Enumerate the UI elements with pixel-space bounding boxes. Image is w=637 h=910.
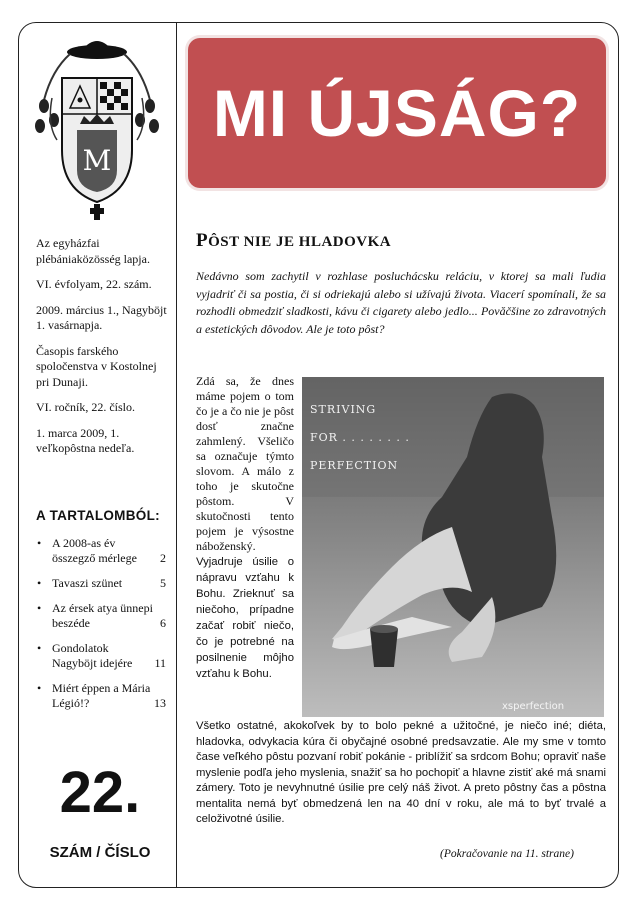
svg-text:M: M — [82, 144, 112, 177]
coat-of-arms-icon — [32, 30, 162, 220]
toc-item-page: 11 — [154, 656, 166, 670]
table-of-contents — [36, 536, 166, 721]
toc-item[interactable] — [36, 681, 166, 711]
bullet-icon: • — [37, 681, 42, 695]
headline-rest: ÔST NIE JE HLADOVKA — [208, 234, 392, 250]
toc-item-text: Gondolatok Nagyböjt idejére — [52, 641, 133, 670]
article-column — [196, 374, 294, 682]
column-text-sans: Vyjadruje úsilie o nápravu vzťahu k Bohu. Zrieknuť sa niečoho, prípadne začať robiť niečo, čo je potrebné na posilnenie môjho vzťahu k Bohu. — [196, 556, 294, 680]
toc-item-text: Az érsek atya ünnepi beszéde — [52, 601, 153, 630]
masthead — [188, 38, 606, 188]
toc-item-page: 2 — [160, 551, 166, 565]
continued-note[interactable]: (Pokračovanie na 11. strane) — [440, 848, 574, 860]
issue-info-line: VI. évfolyam, 22. szám. — [36, 277, 152, 291]
issue-number: 22. — [59, 760, 141, 825]
toc-item-text: Miért éppen a Mária Légió!? — [52, 681, 151, 710]
bullet-icon: • — [37, 641, 42, 655]
article-body: Všetko ostatné, akokoľvek by to bolo pekné a užitočné, je niečo iné; diéta, hladovka, odvykacia kúra či obyčajné osobné predsavzatie. Ale my sme v tomto čase veľkého pôstu pozvaní robiť pokánie - priblížiť sa srdcom Bohu; opraviť naše myslenie podľa jeho myslenia, snažiť sa ho pochopiť a hlavne zistiť aké má snami zámery. Toto je nevyhnutné úsilie pre celý náš život. A preto pôstny čas a pôstna mentalita nemá byť obmedzená len na 40 dní v roku, ale má to byť trvalé a celoživotné úsilie. — [196, 720, 606, 825]
toc-item[interactable] — [36, 641, 166, 671]
toc-item-page: 5 — [160, 576, 166, 590]
column-text-serif: Zdá sa, že dnes máme pojem o tom čo je a čo nie je pôst dosť značne zahmlený. Všeličo sa označuje týmto slovom. A málo z toho je skutočne pôstom. V skutočnosti tento pojem je výsostne náboženský. — [196, 374, 294, 553]
photo-caption-line: PERFECTION — [310, 459, 399, 472]
toc-item[interactable] — [36, 576, 166, 591]
toc-item-page: 6 — [160, 616, 166, 630]
issue-label: SZÁM / ČÍSLO — [49, 844, 151, 861]
issue-info — [36, 236, 168, 467]
issue-info-line: 1. marca 2009, 1. veľkopôstna nedeľa. — [36, 425, 135, 455]
article-headline — [196, 230, 391, 252]
bullet-icon: • — [37, 576, 42, 590]
toc-item[interactable] — [36, 601, 166, 631]
headline-initial: P — [196, 230, 209, 251]
toc-item[interactable] — [36, 536, 166, 566]
toc-item-text: Tavaszi szünet — [52, 576, 123, 590]
masthead-title: MI ÚJSÁG? — [212, 76, 582, 150]
photo-watermark: xsperfection — [502, 701, 565, 712]
toc-title: A TARTALOMBÓL: — [36, 508, 160, 523]
column-divider — [176, 23, 177, 887]
toc-item-page: 13 — [154, 696, 166, 710]
photo-caption-line: STRIVING — [310, 403, 377, 416]
issue-info-line: 2009. március 1., Nagyböjt 1. vasárnapja. — [36, 302, 167, 332]
bullet-icon: • — [37, 601, 42, 615]
article-photo — [302, 377, 604, 717]
article-lead: Nedávno som zachytil v rozhlase posluchácsku reláciu, v ktorej sa mali ľudia vyjadriť či sa postia, či si odriekajú alebo si užívajú života. Viacerí spomínali, že sa rozhodli obmedziť sladkosti, kávu či cigarety alebo jedlo... Povăčšine zo zdravotných a estetických dôvodov. Ale je toto pôst? — [196, 269, 606, 336]
issue-info-line: Az egyházfai plébániaközösség lapja. — [36, 236, 150, 266]
toc-item-text: A 2008-as év összegző mérlege — [52, 536, 137, 565]
photo-caption-line: FOR . . . . . . . . — [310, 431, 410, 444]
issue-info-line: Časopis farského spoločenstva v Kostolnej pri Dunaji. — [36, 343, 157, 389]
bullet-icon: • — [37, 536, 42, 550]
issue-info-line: VI. ročník, 22. číslo. — [36, 400, 135, 414]
